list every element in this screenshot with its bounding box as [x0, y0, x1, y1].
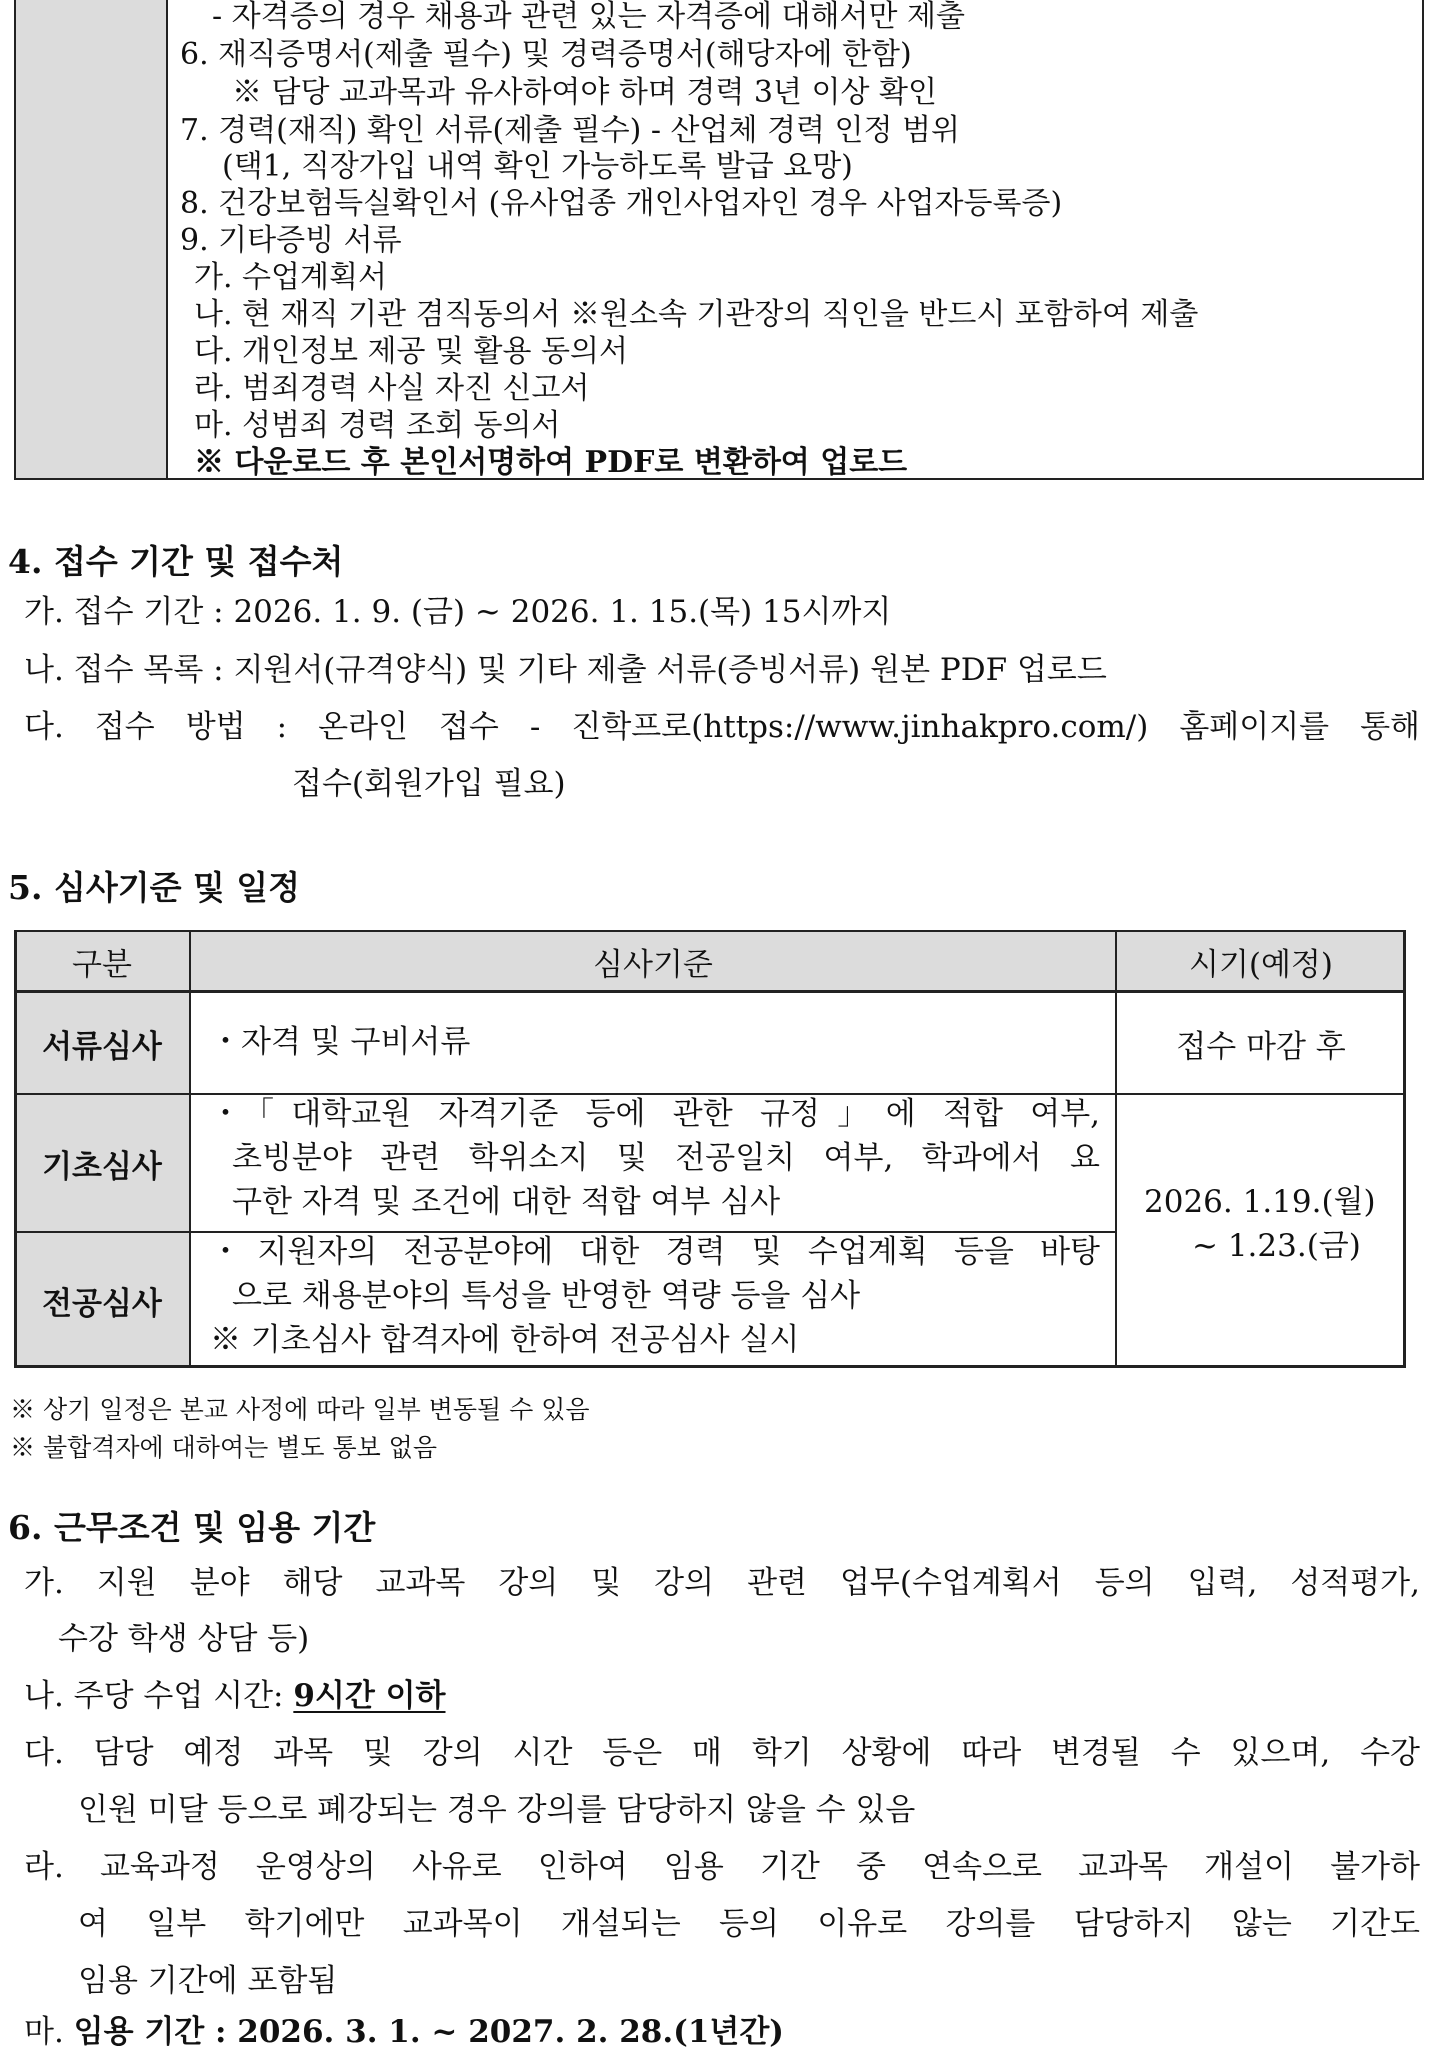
grid-left [14, 930, 17, 1368]
doc-line-7-note: (택1, 직장가입 내역 확인 가능하도록 발급 요망) [222, 149, 853, 184]
row-basic-review-criteria-3: 구한 자격 및 조건에 대한 적합 여부 심사 [232, 1184, 781, 1220]
merged-period-start: 2026. 1.19.(월) [1144, 1184, 1376, 1220]
item-b-prefix: 나. 주당 수업 시간: [24, 1678, 294, 1714]
row-document-review-criteria: ・자격 및 구비서류 [210, 1024, 471, 1060]
doc-line-9-e: 마. 성범죄 경력 조회 동의서 [194, 408, 561, 443]
doc-line-9-b: 나. 현 재직 기관 겸직동의서 ※원소속 기관장의 직인을 반드시 포함하여 제출 [194, 297, 1199, 332]
section-6-item-d-1: 라. 교육과정 운영상의 사유로 인하여 임용 기간 중 연속으로 교과목 개설이 불가하 [24, 1849, 1420, 1885]
row-major-review-criteria-1: ・지원자의 전공분야에 대한 경력 및 수업계획 등을 바탕 [210, 1234, 1100, 1270]
section-5-title: 5. 심사기준 및 일정 [8, 868, 301, 907]
doc-line-7: 7. 경력(재직) 확인 서류(제출 필수) - 산업체 경력 인정 범위 [180, 113, 960, 148]
grid-right [1403, 930, 1406, 1368]
doc-line-9-c: 다. 개인정보 제공 및 활용 동의서 [194, 334, 628, 369]
row-document-review-category: 서류심사 [42, 1028, 162, 1065]
schedule-note-2: ※ 불합격자에 대하여는 별도 통보 없음 [10, 1433, 437, 1462]
row-basic-review-criteria-2: 초빙분야 관련 학위소지 및 전공일치 여부, 학과에서 요 [232, 1140, 1100, 1176]
schedule-table [14, 930, 1406, 1368]
header-period: 시기(예정) [1189, 946, 1333, 983]
section-6-item-c-1: 다. 담당 예정 과목 및 강의 시간 등은 매 학기 상황에 따라 변경될 수 있으며, 수강 [24, 1735, 1420, 1771]
doc-line-9: 9. 기타증빙 서류 [180, 223, 402, 258]
row-basic-review-category: 기초심사 [42, 1148, 162, 1185]
row-major-review-criteria-3: ※ 기초심사 합격자에 한하여 전공심사 실시 [210, 1322, 800, 1358]
section-6-item-c-2: 인원 미달 등으로 폐강되는 경우 강의를 담당하지 않을 수 있음 [78, 1792, 916, 1828]
document-list-table [14, 0, 1424, 480]
schedule-note-1: ※ 상기 일정은 본교 사정에 따라 일부 변동될 수 있음 [10, 1395, 590, 1424]
row-basic-review-criteria-1: ・「대학교원 자격기준 등에 관한 규정」에 적합 여부, [210, 1096, 1100, 1132]
section-6-item-e [24, 2012, 784, 2052]
grid-row2-bottom [14, 1231, 1116, 1233]
doc-line-certificate-note: - 자격증의 경우 채용과 관련 있는 자격증에 대해서만 제출 [212, 0, 965, 34]
grid-bottom [14, 1365, 1406, 1368]
section-4-item-c-continued: 접수(회원가입 필요) [292, 766, 566, 802]
appointment-period-value: 임용 기간 : 2026. 3. 1. ~ 2027. 2. 28.(1년간) [73, 2014, 784, 2050]
section-6-item-b [24, 1676, 446, 1716]
section-6-item-a-2: 수강 학생 상담 등) [58, 1621, 310, 1657]
doc-line-9-d: 라. 범죄경력 사실 자진 신고서 [194, 371, 590, 406]
row-major-review-criteria-2: 으로 채용분야의 특성을 반영한 역량 등을 심사 [232, 1278, 861, 1314]
row-document-review-period: 접수 마감 후 [1176, 1028, 1346, 1065]
section-4-item-b: 나. 접수 목록 : 지원서(규격양식) 및 기타 제출 서류(증빙서류) 원본 PDF 업로드 [24, 652, 1107, 688]
section-4-title: 4. 접수 기간 및 접수처 [8, 542, 344, 581]
doc-line-8: 8. 건강보험득실확인서 (유사업종 개인사업자인 경우 사업자등록증) [180, 186, 1063, 221]
document-list-label-cell [16, 0, 168, 478]
section-6-item-d-3: 임용 기간에 포함됨 [78, 1963, 338, 1999]
grid-col2 [1115, 930, 1117, 1368]
section-6-item-d-2: 여 일부 학기에만 교과목이 개설되는 등의 이유로 강의를 담당하지 않는 기간도 [78, 1906, 1420, 1942]
grid-top [14, 930, 1406, 932]
grid-col1 [189, 930, 191, 1368]
row-major-review-category: 전공심사 [42, 1285, 162, 1322]
section-6-title: 6. 근무조건 및 임용 기간 [8, 1508, 376, 1547]
grid-header-bottom [14, 990, 1406, 993]
grid-row1-bottom [14, 1093, 1406, 1095]
section-6-item-a-1: 가. 지원 분야 해당 교과목 강의 및 강의 관련 업무(수업계획서 등의 입력, 성적평가, [24, 1565, 1420, 1601]
header-category: 구분 [72, 946, 132, 983]
doc-line-9-a: 가. 수업계획서 [194, 260, 387, 295]
section-4-item-a: 가. 접수 기간 : 2026. 1. 9. (금) ~ 2026. 1. 15.(목) 15시까지 [24, 594, 892, 630]
weekly-hours-value: 9시간 이하 [293, 1678, 446, 1714]
section-4-item-c: 다. 접수 방법 : 온라인 접수 - 진학프로(https://www.jinhakpro.com/) 홈페이지를 통해 [24, 709, 1420, 745]
doc-line-6-note: ※ 담당 교과목과 유사하여야 하며 경력 3년 이상 확인 [232, 75, 937, 110]
item-e-prefix: 마. [24, 2014, 74, 2050]
doc-line-upload-note: ※ 다운로드 후 본인서명하여 PDF로 변환하여 업로드 [194, 445, 908, 480]
merged-period-end: ~ 1.23.(금) [1192, 1228, 1361, 1264]
doc-line-6: 6. 재직증명서(제출 필수) 및 경력증명서(해당자에 한함) [180, 37, 912, 72]
header-criteria: 심사기준 [593, 946, 713, 983]
